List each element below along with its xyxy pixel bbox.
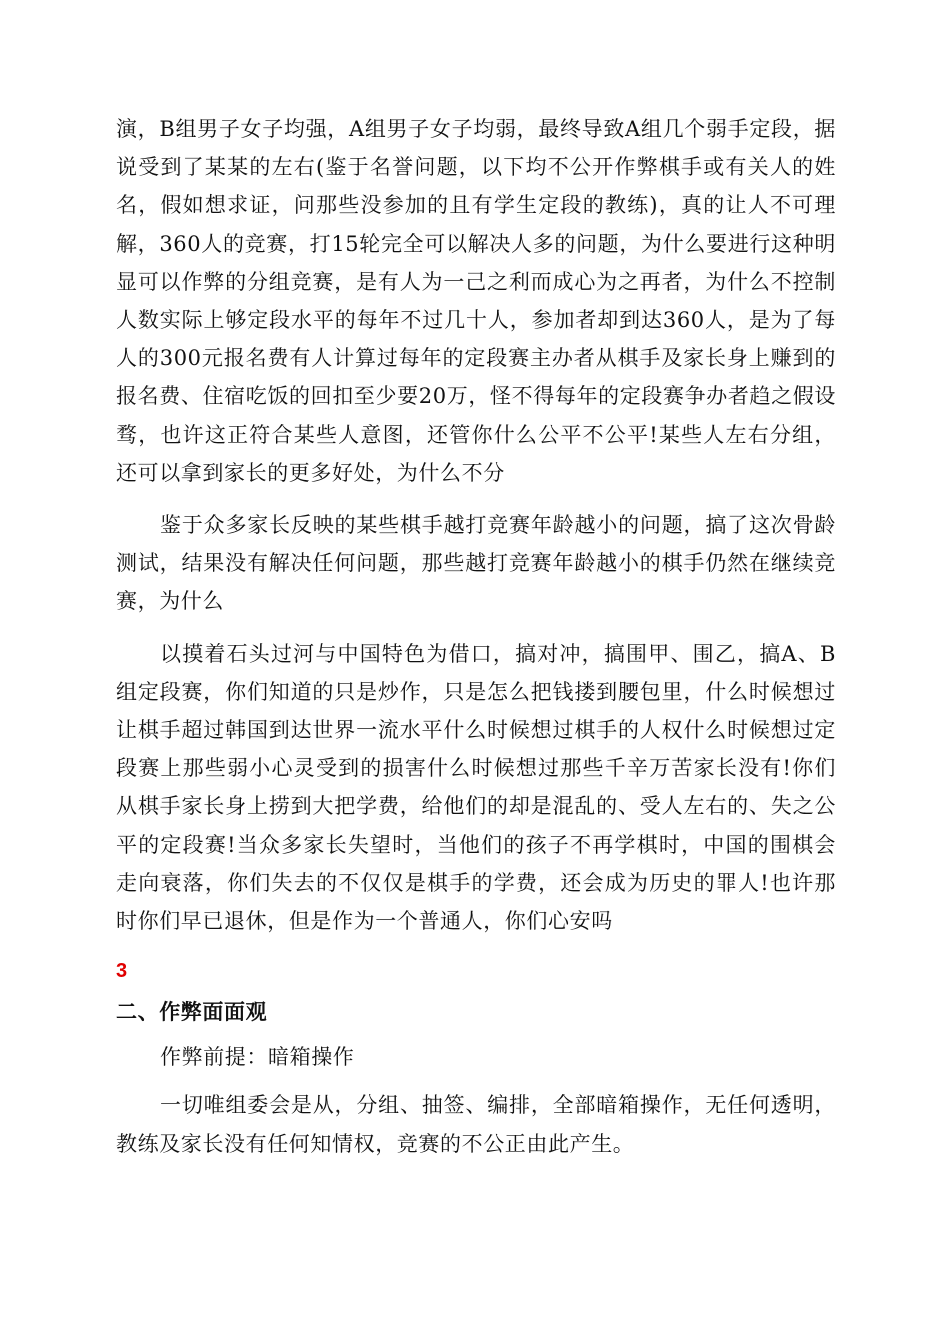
- page-number: 3: [116, 960, 128, 983]
- paragraph-continued: 演，B组男子女子均强，A组男子女子均弱，最终导致A组几个弱手定段，据说受到了某某的左右(鉴于名誉问题，以下均不公开作弊棋手或有关人的姓名，假如想求证，问那些没参加的且有学生定段的教练)，真的让人不可理解，360人的竞赛，打15轮完全可以解决人多的问题，为什么要进行这种明显可以作弊的分组竞赛，是有人为一己之利而成心为之再者，为什么不控制人数实际上够定段水平的每年不过几十人，参加者却到达360人，是为了每人的300元报名费有人计算过每年的定段赛主办者从棋手及家长身上赚到的报名费、住宿吃饭的回扣至少要20万，怪不得每年的定段赛争办者趋之假设骛，也许这正符合某些人意图，还管你什么公平不公平!某些人左右分组，还可以拿到家长的更多好处，为什么不分: [116, 117, 836, 485]
- paragraph-black-box: 一切唯组委会是从，分组、抽签、编排，全部暗箱操作，无任何透明，教练及家长没有任何知情权，竞赛的不公正由此产生。: [116, 1093, 836, 1156]
- sub-heading: 作弊前提：暗箱操作: [160, 1045, 355, 1070]
- paragraph-criticism: 以摸着石头过河与中国特色为借口，搞对冲，搞围甲、围乙，搞A、B组定段赛，你们知道的只是炒作，只是怎么把钱搂到腰包里，什么时候想过让棋手超过韩国到达世界一流水平什么时候想过棋手的人权什么时候想过定段赛上那些弱小心灵受到的损害什么时候想过那些千辛万苦家长没有!你们从棋手家长身上捞到大把学费，给他们的却是混乱的、受人左右的、失之公平的定段赛!当众多家长失望时，当他们的孩子不再学棋时，中国的围棋会走向衰落，你们失去的不仅仅是棋手的学费，还会成为历史的罪人!也许那时你们早已退休，但是作为一个普通人，你们心安吗: [116, 641, 836, 934]
- document-body: [116, 110, 836, 1177]
- section-heading: 二、作弊面面观: [116, 1000, 268, 1025]
- paragraph-bone-age-test: 鉴于众多家长反映的某些棋手越打竞赛年龄越小的问题，搞了这次骨龄测试，结果没有解决任何问题，那些越打竞赛年龄越小的棋手仍然在继续竞赛，为什么: [116, 513, 836, 614]
